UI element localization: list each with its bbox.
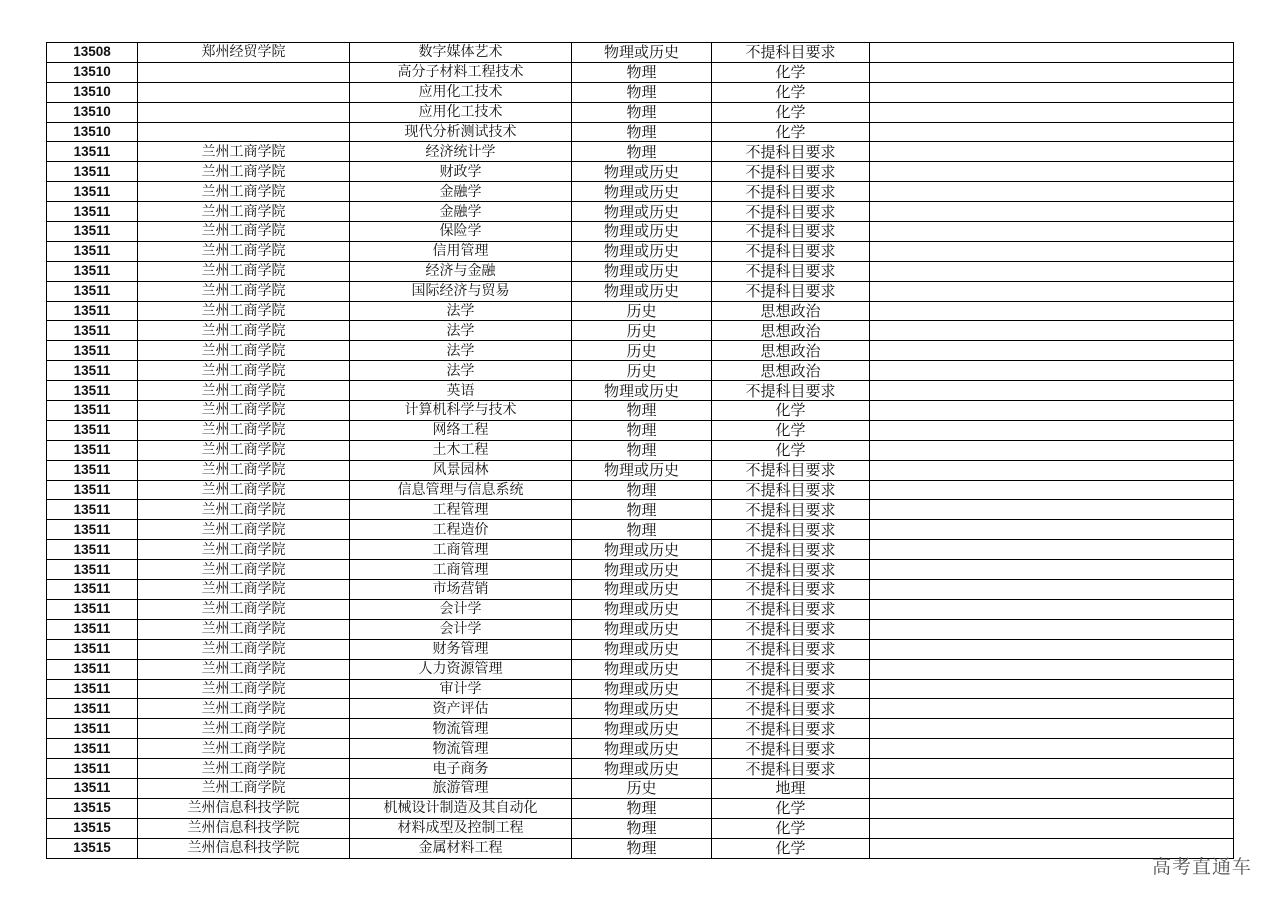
school-name-cell: 兰州信息科技学院 <box>138 798 350 818</box>
school-code-cell: 13511 <box>47 182 138 202</box>
school-code-cell: 13511 <box>47 500 138 520</box>
major-cell: 计算机科学与技术 <box>350 401 572 421</box>
major-cell: 金属材料工程 <box>350 838 572 858</box>
major-cell: 会计学 <box>350 599 572 619</box>
requirement-cell: 思想政治 <box>712 341 870 361</box>
table-row <box>47 381 1234 401</box>
blank-cell <box>870 778 1234 798</box>
blank-cell <box>870 759 1234 779</box>
major-cell: 保险学 <box>350 222 572 242</box>
major-cell: 财务管理 <box>350 639 572 659</box>
major-cell: 资产评估 <box>350 699 572 719</box>
major-cell: 旅游管理 <box>350 778 572 798</box>
requirement-cell: 不提科目要求 <box>712 261 870 281</box>
school-code-cell: 13511 <box>47 222 138 242</box>
requirement-cell: 化学 <box>712 122 870 142</box>
school-code-cell: 13511 <box>47 679 138 699</box>
blank-cell <box>870 420 1234 440</box>
school-code-cell: 13510 <box>47 122 138 142</box>
requirement-cell: 不提科目要求 <box>712 639 870 659</box>
table-row <box>47 401 1234 421</box>
blank-cell <box>870 739 1234 759</box>
requirement-cell: 化学 <box>712 798 870 818</box>
blank-cell <box>870 261 1234 281</box>
requirement-cell: 不提科目要求 <box>712 460 870 480</box>
school-code-cell: 13515 <box>47 818 138 838</box>
table-row <box>47 222 1234 242</box>
school-code-cell: 13511 <box>47 580 138 600</box>
school-code-cell: 13511 <box>47 381 138 401</box>
school-code-cell: 13511 <box>47 162 138 182</box>
major-cell: 经济统计学 <box>350 142 572 162</box>
table-row <box>47 341 1234 361</box>
school-code-cell: 13511 <box>47 301 138 321</box>
blank-cell <box>870 599 1234 619</box>
major-cell: 财政学 <box>350 162 572 182</box>
school-name-cell: 兰州工商学院 <box>138 142 350 162</box>
table-row <box>47 639 1234 659</box>
requirement-cell: 不提科目要求 <box>712 162 870 182</box>
school-code-cell: 13511 <box>47 281 138 301</box>
school-code-cell: 13511 <box>47 142 138 162</box>
table-row <box>47 520 1234 540</box>
blank-cell <box>870 122 1234 142</box>
school-name-cell: 兰州工商学院 <box>138 580 350 600</box>
table-row <box>47 460 1234 480</box>
school-code-cell: 13510 <box>47 82 138 102</box>
subject-cell: 历史 <box>572 301 712 321</box>
blank-cell <box>870 43 1234 63</box>
subject-cell: 物理或历史 <box>572 540 712 560</box>
subject-cell: 物理或历史 <box>572 699 712 719</box>
requirement-cell: 化学 <box>712 420 870 440</box>
subject-cell: 历史 <box>572 778 712 798</box>
school-code-cell: 13511 <box>47 420 138 440</box>
school-code-cell: 13511 <box>47 560 138 580</box>
school-name-cell: 兰州工商学院 <box>138 619 350 639</box>
blank-cell <box>870 62 1234 82</box>
school-name-cell: 兰州工商学院 <box>138 361 350 381</box>
blank-cell <box>870 341 1234 361</box>
school-name-cell: 兰州信息科技学院 <box>138 818 350 838</box>
requirement-cell: 不提科目要求 <box>712 659 870 679</box>
school-name-cell: 兰州工商学院 <box>138 639 350 659</box>
subject-cell: 物理 <box>572 818 712 838</box>
school-code-cell: 13511 <box>47 261 138 281</box>
school-name-cell: 兰州工商学院 <box>138 261 350 281</box>
school-code-cell: 13515 <box>47 798 138 818</box>
blank-cell <box>870 540 1234 560</box>
subject-cell: 物理或历史 <box>572 739 712 759</box>
subject-cell: 物理 <box>572 420 712 440</box>
requirement-cell: 不提科目要求 <box>712 43 870 63</box>
table-row <box>47 679 1234 699</box>
blank-cell <box>870 301 1234 321</box>
school-code-cell: 13511 <box>47 460 138 480</box>
school-name-cell: 兰州工商学院 <box>138 241 350 261</box>
table-row <box>47 241 1234 261</box>
requirement-cell: 不提科目要求 <box>712 480 870 500</box>
table-row <box>47 420 1234 440</box>
requirement-cell: 不提科目要求 <box>712 520 870 540</box>
blank-cell <box>870 361 1234 381</box>
requirement-cell: 化学 <box>712 818 870 838</box>
major-cell: 工商管理 <box>350 560 572 580</box>
table-row <box>47 182 1234 202</box>
subject-cell: 物理或历史 <box>572 281 712 301</box>
subject-cell: 物理 <box>572 798 712 818</box>
blank-cell <box>870 699 1234 719</box>
school-code-cell: 13515 <box>47 838 138 858</box>
subject-cell: 物理 <box>572 82 712 102</box>
subject-cell: 历史 <box>572 321 712 341</box>
subject-cell: 物理 <box>572 440 712 460</box>
requirement-cell: 思想政治 <box>712 321 870 341</box>
school-code-cell: 13511 <box>47 739 138 759</box>
major-cell: 网络工程 <box>350 420 572 440</box>
subject-cell: 物理或历史 <box>572 619 712 639</box>
subject-cell: 物理或历史 <box>572 719 712 739</box>
major-cell: 国际经济与贸易 <box>350 281 572 301</box>
school-code-cell: 13511 <box>47 341 138 361</box>
blank-cell <box>870 798 1234 818</box>
requirement-cell: 不提科目要求 <box>712 560 870 580</box>
major-cell: 英语 <box>350 381 572 401</box>
requirement-cell: 不提科目要求 <box>712 580 870 600</box>
school-name-cell: 兰州工商学院 <box>138 540 350 560</box>
major-cell: 高分子材料工程技术 <box>350 62 572 82</box>
subject-cell: 物理或历史 <box>572 43 712 63</box>
table-row <box>47 43 1234 63</box>
table-row <box>47 739 1234 759</box>
school-name-cell: 兰州工商学院 <box>138 381 350 401</box>
subject-cell: 物理 <box>572 122 712 142</box>
school-name-cell <box>138 62 350 82</box>
requirement-cell: 不提科目要求 <box>712 500 870 520</box>
requirement-cell: 思想政治 <box>712 361 870 381</box>
major-cell: 法学 <box>350 361 572 381</box>
requirement-cell: 化学 <box>712 62 870 82</box>
school-name-cell: 兰州工商学院 <box>138 560 350 580</box>
major-cell: 工程造价 <box>350 520 572 540</box>
school-name-cell: 兰州工商学院 <box>138 301 350 321</box>
major-cell: 物流管理 <box>350 739 572 759</box>
school-code-cell: 13511 <box>47 241 138 261</box>
major-cell: 电子商务 <box>350 759 572 779</box>
major-cell: 工程管理 <box>350 500 572 520</box>
blank-cell <box>870 500 1234 520</box>
requirement-cell: 不提科目要求 <box>712 719 870 739</box>
school-code-cell: 13511 <box>47 619 138 639</box>
blank-cell <box>870 142 1234 162</box>
table-row <box>47 62 1234 82</box>
table-row <box>47 619 1234 639</box>
requirements-table <box>46 42 1234 859</box>
school-code-cell: 13511 <box>47 520 138 540</box>
table-row <box>47 102 1234 122</box>
requirement-cell: 化学 <box>712 401 870 421</box>
school-code-cell: 13511 <box>47 778 138 798</box>
school-code-cell: 13511 <box>47 599 138 619</box>
subject-cell: 物理 <box>572 480 712 500</box>
school-name-cell: 兰州工商学院 <box>138 759 350 779</box>
table-row <box>47 599 1234 619</box>
table-row <box>47 699 1234 719</box>
blank-cell <box>870 241 1234 261</box>
major-cell: 机械设计制造及其自动化 <box>350 798 572 818</box>
school-code-cell: 13511 <box>47 759 138 779</box>
school-name-cell: 兰州工商学院 <box>138 162 350 182</box>
requirement-cell: 不提科目要求 <box>712 381 870 401</box>
school-name-cell: 兰州工商学院 <box>138 222 350 242</box>
school-name-cell: 兰州工商学院 <box>138 699 350 719</box>
school-code-cell: 13511 <box>47 540 138 560</box>
blank-cell <box>870 440 1234 460</box>
school-name-cell: 兰州工商学院 <box>138 520 350 540</box>
school-name-cell <box>138 82 350 102</box>
subject-cell: 物理 <box>572 62 712 82</box>
school-name-cell: 兰州工商学院 <box>138 460 350 480</box>
school-code-cell: 13508 <box>47 43 138 63</box>
blank-cell <box>870 182 1234 202</box>
school-name-cell: 兰州工商学院 <box>138 341 350 361</box>
table-row <box>47 500 1234 520</box>
subject-cell: 物理 <box>572 520 712 540</box>
school-code-cell: 13510 <box>47 102 138 122</box>
table-row <box>47 162 1234 182</box>
table-row <box>47 798 1234 818</box>
table-row <box>47 838 1234 858</box>
table-row <box>47 361 1234 381</box>
blank-cell <box>870 460 1234 480</box>
subject-cell: 物理或历史 <box>572 560 712 580</box>
table-row <box>47 580 1234 600</box>
school-code-cell: 13511 <box>47 440 138 460</box>
table-row <box>47 480 1234 500</box>
major-cell: 工商管理 <box>350 540 572 560</box>
requirement-cell: 不提科目要求 <box>712 281 870 301</box>
school-name-cell: 兰州工商学院 <box>138 659 350 679</box>
requirement-cell: 不提科目要求 <box>712 222 870 242</box>
table-row <box>47 659 1234 679</box>
subject-cell: 物理或历史 <box>572 639 712 659</box>
blank-cell <box>870 162 1234 182</box>
requirement-cell: 不提科目要求 <box>712 540 870 560</box>
table-row <box>47 301 1234 321</box>
school-code-cell: 13511 <box>47 699 138 719</box>
blank-cell <box>870 321 1234 341</box>
subject-cell: 物理 <box>572 102 712 122</box>
major-cell: 信用管理 <box>350 241 572 261</box>
subject-cell: 物理或历史 <box>572 381 712 401</box>
table-row <box>47 82 1234 102</box>
table-row <box>47 818 1234 838</box>
subject-cell: 物理或历史 <box>572 162 712 182</box>
blank-cell <box>870 659 1234 679</box>
school-name-cell <box>138 122 350 142</box>
subject-cell: 历史 <box>572 341 712 361</box>
table-row <box>47 719 1234 739</box>
table-row <box>47 778 1234 798</box>
major-cell: 人力资源管理 <box>350 659 572 679</box>
table-row <box>47 281 1234 301</box>
requirement-cell: 不提科目要求 <box>712 739 870 759</box>
requirement-cell: 化学 <box>712 102 870 122</box>
requirement-cell: 不提科目要求 <box>712 241 870 261</box>
school-name-cell <box>138 102 350 122</box>
subject-cell: 物理 <box>572 838 712 858</box>
blank-cell <box>870 202 1234 222</box>
school-code-cell: 13511 <box>47 401 138 421</box>
major-cell: 会计学 <box>350 619 572 639</box>
school-code-cell: 13511 <box>47 719 138 739</box>
blank-cell <box>870 102 1234 122</box>
blank-cell <box>870 480 1234 500</box>
requirement-cell: 化学 <box>712 838 870 858</box>
school-name-cell: 兰州工商学院 <box>138 440 350 460</box>
table-row <box>47 560 1234 580</box>
blank-cell <box>870 82 1234 102</box>
school-name-cell: 兰州工商学院 <box>138 778 350 798</box>
requirement-cell: 不提科目要求 <box>712 142 870 162</box>
requirement-cell: 不提科目要求 <box>712 679 870 699</box>
subject-cell: 物理或历史 <box>572 679 712 699</box>
school-name-cell: 兰州工商学院 <box>138 281 350 301</box>
requirement-cell: 化学 <box>712 440 870 460</box>
school-code-cell: 13511 <box>47 361 138 381</box>
subject-cell: 物理或历史 <box>572 599 712 619</box>
blank-cell <box>870 222 1234 242</box>
blank-cell <box>870 580 1234 600</box>
major-cell: 审计学 <box>350 679 572 699</box>
major-cell: 现代分析测试技术 <box>350 122 572 142</box>
school-code-cell: 13511 <box>47 202 138 222</box>
blank-cell <box>870 381 1234 401</box>
school-name-cell: 兰州工商学院 <box>138 599 350 619</box>
table-row <box>47 440 1234 460</box>
blank-cell <box>870 281 1234 301</box>
school-name-cell: 兰州工商学院 <box>138 679 350 699</box>
school-code-cell: 13511 <box>47 321 138 341</box>
school-name-cell: 兰州工商学院 <box>138 719 350 739</box>
school-name-cell: 兰州工商学院 <box>138 480 350 500</box>
major-cell: 物流管理 <box>350 719 572 739</box>
school-name-cell: 兰州工商学院 <box>138 401 350 421</box>
blank-cell <box>870 560 1234 580</box>
subject-cell: 物理或历史 <box>572 202 712 222</box>
table-row <box>47 321 1234 341</box>
major-cell: 法学 <box>350 341 572 361</box>
blank-cell <box>870 520 1234 540</box>
school-name-cell: 郑州经贸学院 <box>138 43 350 63</box>
major-cell: 数字媒体艺术 <box>350 43 572 63</box>
school-name-cell: 兰州工商学院 <box>138 182 350 202</box>
major-cell: 信息管理与信息系统 <box>350 480 572 500</box>
requirement-cell: 思想政治 <box>712 301 870 321</box>
subject-cell: 物理或历史 <box>572 580 712 600</box>
requirement-cell: 不提科目要求 <box>712 619 870 639</box>
watermark: 高考直通车 <box>1151 856 1252 878</box>
subject-cell: 物理或历史 <box>572 241 712 261</box>
subject-cell: 历史 <box>572 361 712 381</box>
table-row <box>47 759 1234 779</box>
blank-cell <box>870 619 1234 639</box>
requirement-cell: 不提科目要求 <box>712 699 870 719</box>
requirement-cell: 化学 <box>712 82 870 102</box>
major-cell: 应用化工技术 <box>350 102 572 122</box>
school-code-cell: 13511 <box>47 639 138 659</box>
major-cell: 市场营销 <box>350 580 572 600</box>
table-row <box>47 202 1234 222</box>
subject-cell: 物理或历史 <box>572 759 712 779</box>
table-row <box>47 142 1234 162</box>
major-cell: 法学 <box>350 321 572 341</box>
school-name-cell: 兰州工商学院 <box>138 202 350 222</box>
subject-cell: 物理或历史 <box>572 261 712 281</box>
school-name-cell: 兰州工商学院 <box>138 420 350 440</box>
requirement-cell: 不提科目要求 <box>712 202 870 222</box>
requirement-cell: 地理 <box>712 778 870 798</box>
school-name-cell: 兰州工商学院 <box>138 321 350 341</box>
major-cell: 应用化工技术 <box>350 82 572 102</box>
requirement-cell: 不提科目要求 <box>712 599 870 619</box>
table-body <box>47 43 1234 859</box>
school-code-cell: 13510 <box>47 62 138 82</box>
major-cell: 土木工程 <box>350 440 572 460</box>
blank-cell <box>870 818 1234 838</box>
subject-cell: 物理 <box>572 401 712 421</box>
blank-cell <box>870 679 1234 699</box>
subject-cell: 物理或历史 <box>572 182 712 202</box>
table-row <box>47 261 1234 281</box>
major-cell: 材料成型及控制工程 <box>350 818 572 838</box>
major-cell: 经济与金融 <box>350 261 572 281</box>
school-code-cell: 13511 <box>47 659 138 679</box>
major-cell: 金融学 <box>350 182 572 202</box>
school-name-cell: 兰州信息科技学院 <box>138 838 350 858</box>
blank-cell <box>870 639 1234 659</box>
major-cell: 风景园林 <box>350 460 572 480</box>
blank-cell <box>870 401 1234 421</box>
requirement-cell: 不提科目要求 <box>712 182 870 202</box>
major-cell: 法学 <box>350 301 572 321</box>
school-name-cell: 兰州工商学院 <box>138 739 350 759</box>
subject-cell: 物理或历史 <box>572 659 712 679</box>
school-code-cell: 13511 <box>47 480 138 500</box>
subject-cell: 物理或历史 <box>572 222 712 242</box>
subject-cell: 物理 <box>572 142 712 162</box>
requirement-cell: 不提科目要求 <box>712 759 870 779</box>
table-row <box>47 540 1234 560</box>
major-cell: 金融学 <box>350 202 572 222</box>
table-row <box>47 122 1234 142</box>
subject-cell: 物理 <box>572 500 712 520</box>
blank-cell <box>870 719 1234 739</box>
school-name-cell: 兰州工商学院 <box>138 500 350 520</box>
subject-cell: 物理或历史 <box>572 460 712 480</box>
